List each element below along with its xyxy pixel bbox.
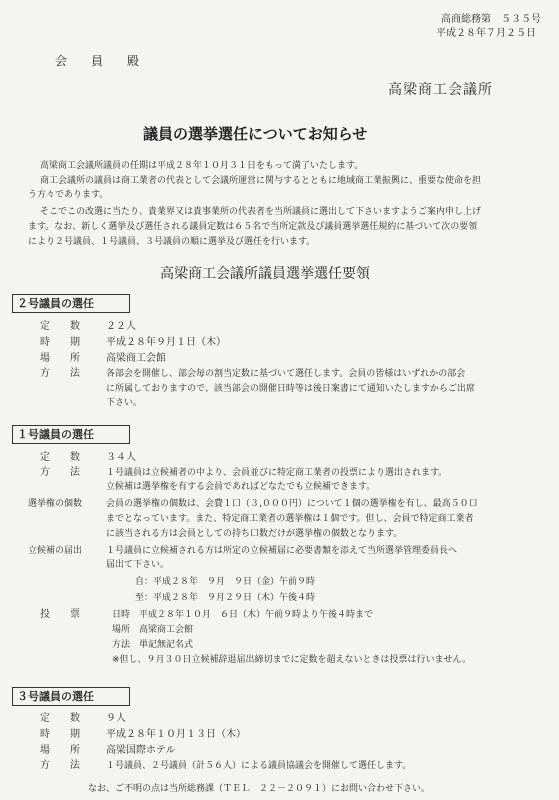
sender: 高梁商工会議所: [388, 82, 493, 98]
s1-value: １号議員は立候補者の中より、会員並びに特定商工業者の投票により選出されます。: [106, 468, 448, 478]
section-heading-2: ２号議員の選任: [12, 294, 130, 313]
intro-line: そこでこの改選に当たり、貴業界又は貴事業所の代表者を当所議員に選出して下さいますようご案内申し上げ: [40, 207, 482, 217]
intro-line: う方々であります。: [28, 190, 109, 200]
doc-number: 高商総務第 ５３５号: [441, 14, 541, 25]
recipient: 会 員 殿: [55, 54, 140, 68]
section-heading-1: １号議員の選任: [12, 425, 130, 444]
s3-label: 方 法: [40, 760, 80, 771]
section-heading-3: ３号議員の選任: [12, 687, 130, 706]
s3-label: 時 期: [40, 729, 80, 740]
intro-line: ます。なお、新しく選挙及び選任される議員定数は６５名で当所定款及び議員選挙選任規約に基づいて次の要領: [28, 222, 478, 232]
s3-label: 定 数: [40, 713, 80, 724]
s2-label: 場 所: [40, 353, 80, 364]
doc-date: 平成２８年７月２５日: [436, 28, 536, 39]
s2-label: 時 期: [40, 337, 80, 348]
vote-method: 方法 単記無記名式: [112, 640, 194, 650]
intro-line: 高梁商工会議所議員の任期は平成２８年１０月３１日をもって満了いたします。: [40, 161, 364, 171]
s1-label: 選挙権の個数: [28, 499, 83, 509]
s1-value: 会員の選挙権の個数は、会費１口（３,０００円）について１個の選挙権を有し、最高５０口: [106, 499, 478, 509]
s1-value: １号議員に立候補される方は所定の立候補届に必要書類を添えて当所選挙管理委員長へ: [106, 546, 458, 556]
intro-line: により２号議員、１号議員、３号議員の順に選挙及び選任を行います。: [28, 237, 316, 247]
intro-line: 商工会議所の議員は商工業者の代表として会議所運営に関与するとともに地域商工業振興に、重要な使命を担: [40, 176, 482, 186]
s3-value: 高梁国際ホテル: [106, 745, 176, 756]
s2-value: ２２人: [106, 321, 136, 332]
s2-value: 平成２８年９月１日（木）: [106, 337, 226, 348]
filing-from: 自：平成２８年 ９月 ９日（金）午前９時: [135, 577, 316, 587]
s2-value: 高梁商工会館: [106, 353, 166, 364]
s1-label: 定 数: [40, 452, 80, 463]
s1-value: までとなっています。また、特定商工業者の選挙権は１個です。但し、会員で特定商工業者: [106, 514, 474, 524]
s1-value: 届出て下さい。: [106, 560, 170, 570]
vote-date: 日時 平成２８年１０月 ６日（木）午前９時より午後４時まで: [112, 610, 374, 620]
footer-note: なお、ご不明の点は当所総務課（ＴＥＬ ２２－２０９１）にお問い合わせ下さい。: [88, 784, 431, 794]
s1-value: に該当される方は会員としての持ち口数だけが選挙権の個数となります。: [106, 529, 403, 539]
s2-value: 各部会を開催し、部会毎の割当定数に基づいて選任します。会員の皆様はいずれかの部会: [106, 369, 466, 379]
s3-value: 平成２８年１０月１３日（木）: [106, 729, 246, 740]
s1-label: 立候補の届出: [28, 546, 83, 556]
s1-value: 立候補は選挙権を有する会員であればどなたでも立候補できます。: [106, 482, 376, 492]
s1-label: 投 票: [40, 609, 80, 620]
s2-value-cont: 下さい。: [106, 398, 143, 408]
s2-label: 方 法: [40, 368, 80, 379]
s1-label: 方 法: [40, 467, 80, 478]
s2-label: 定 数: [40, 321, 80, 332]
filing-to: 至：平成２８年 ９月２９日（木）午後４時: [135, 593, 316, 603]
vote-place: 場所 高梁商工会館: [112, 625, 194, 635]
s1-value: ３４人: [106, 452, 136, 463]
s2-value-cont: に所属しておりますので、該当部会の開催日時等は後日案書にて通知いたしますからご出席: [106, 384, 475, 394]
s3-value: ９人: [106, 713, 126, 724]
page-title: 議員の選挙選任についてお知らせ: [143, 125, 368, 143]
s3-label: 場 所: [40, 745, 80, 756]
subtitle: 高梁商工会議所議員選挙選任要領: [160, 266, 370, 282]
vote-note: ※但し、９月３０日立候補辞退届出締切までに定数を超えないときは投票は行いません。: [112, 655, 472, 665]
s3-value: １号議員、２号議員（計５６人）による議員協議会を開催して選任します。: [106, 761, 412, 771]
